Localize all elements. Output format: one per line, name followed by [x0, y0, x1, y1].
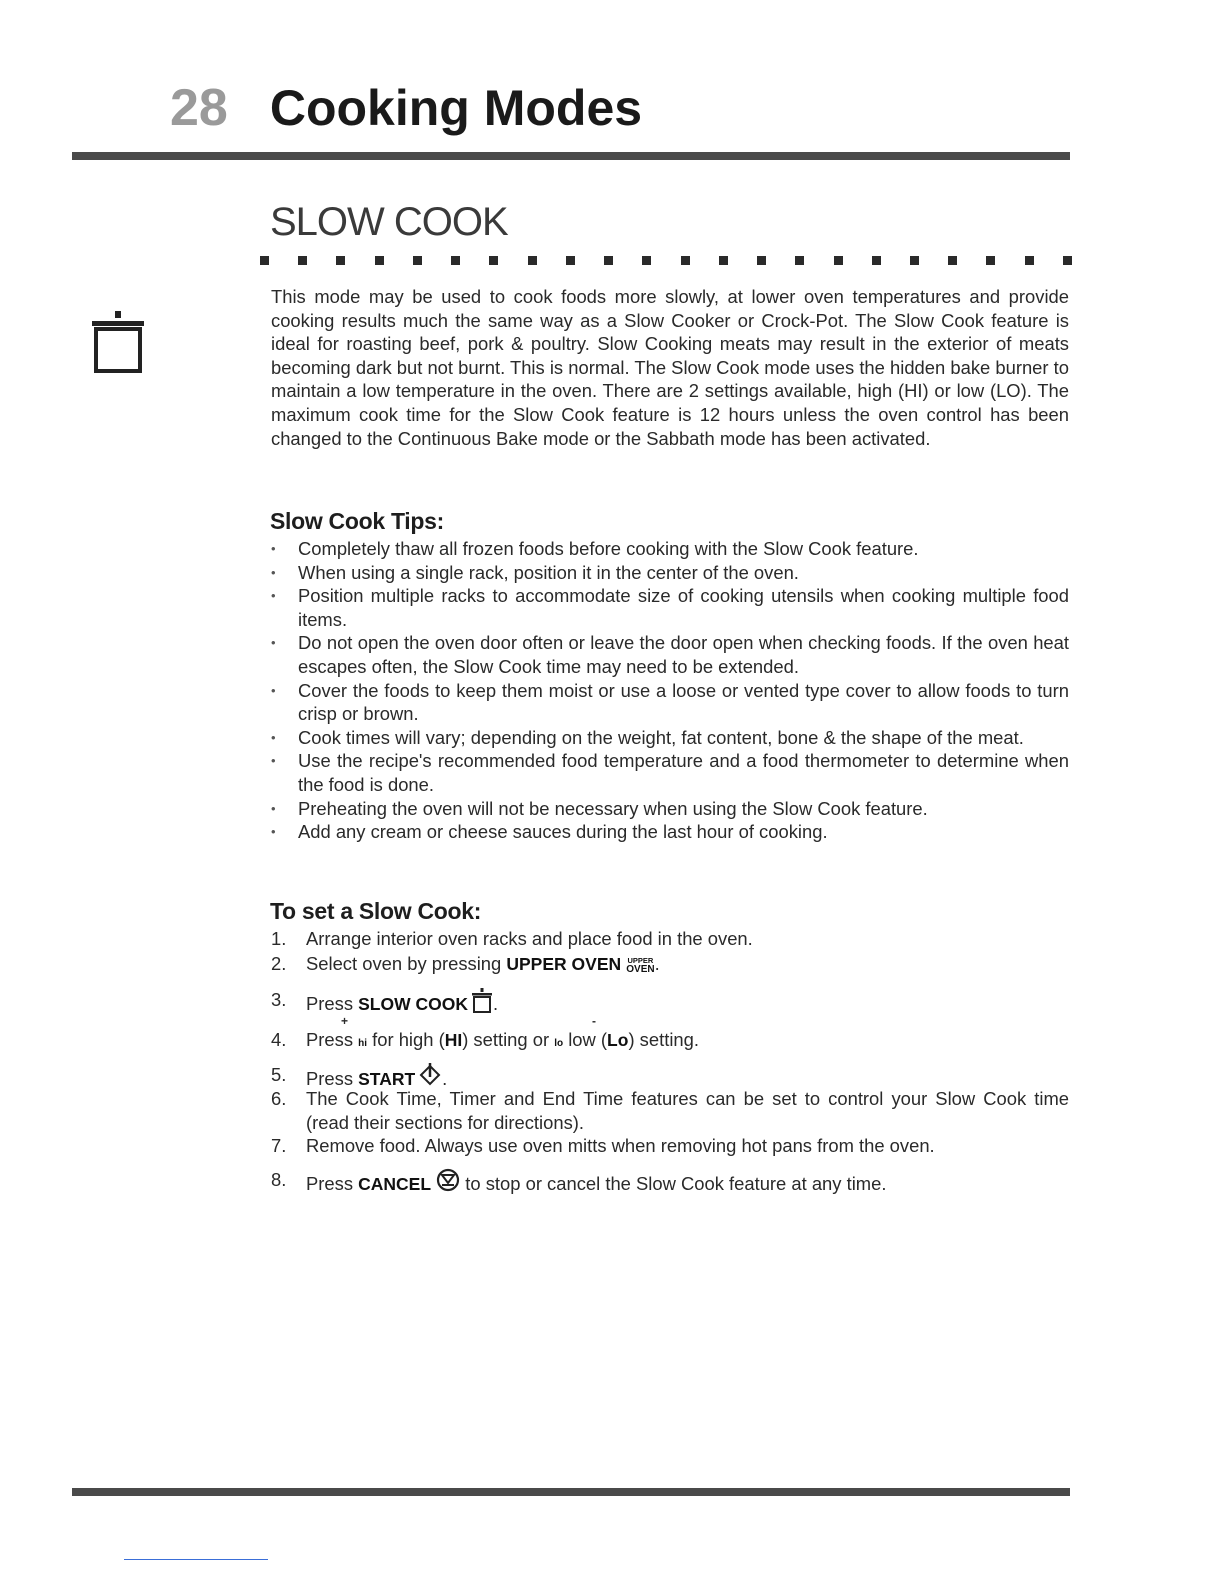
step-number: 1.	[271, 928, 287, 949]
step-number: 7.	[271, 1135, 287, 1156]
section-title: SLOW COOK	[270, 200, 508, 244]
list-item: • Cover the foods to keep them moist or use a loose or vented type cover to allow foods to turn crisp or brown.	[271, 679, 1069, 726]
dotted-divider	[260, 256, 1072, 268]
slow-cook-key-label: SLOW COOK	[358, 994, 468, 1014]
list-item: • When using a single rack, position it in the center of the oven.	[271, 561, 1069, 585]
step-number: 5.	[271, 1064, 287, 1085]
upper-oven-key-icon: UPPER OVEN	[626, 956, 655, 975]
list-item: • Position multiple racks to accommodate size of cooking utensils when cooking multiple food items.	[271, 584, 1069, 631]
step-number: 2.	[271, 953, 287, 974]
upper-oven-key-label: UPPER OVEN	[506, 954, 622, 974]
lo-key-label: lo	[554, 1038, 564, 1049]
step-text: Arrange interior oven racks and place food in the oven.	[306, 928, 753, 949]
hi-key-label: hi	[358, 1038, 368, 1049]
chapter-title: Cooking Modes	[269, 80, 643, 136]
plus-icon: +	[341, 1014, 349, 1028]
page-header	[170, 78, 642, 148]
step-number: 8.	[271, 1169, 287, 1190]
step-number: 6.	[271, 1088, 287, 1109]
footer-underline	[124, 1559, 268, 1560]
steps-heading: To set a Slow Cook:	[270, 898, 482, 924]
step-text: Remove food. Always use oven mitts when removing hot pans from the oven.	[306, 1135, 935, 1156]
intro-paragraph: This mode may be used to cook foods more slowly, at lower oven temperatures and provide cooking results much the same way as a Slow Cooker or Crock-Pot. The Slow Cook feature is ideal for roasting beef, pork & poultry. Slow Cooking meats may result in the exterior of meats becoming dark but not burnt. This is normal. The Slow Cook mode uses the hidden bake burner to maintain a low temperature in the oven. There are 2 settings available, high (HI) or low (LO). The maximum cook time for the Slow Cook feature is 12 hours unless the oven control has been changed to the Continuous Bake mode or the Sabbath mode has been activated.	[271, 286, 1069, 449]
tips-list	[271, 537, 1069, 844]
list-item: • Do not open the oven door often or leave the door open when checking foods. If the oven heat escapes often, the Slow Cook time may need to be extended.	[271, 631, 1069, 678]
step-text: Select oven by pressing	[306, 953, 507, 974]
footer-rule	[72, 1488, 1070, 1496]
cancel-key-label: CANCEL	[358, 1174, 432, 1194]
slow-cook-pot-icon	[471, 988, 493, 1014]
step-number: 3.	[271, 989, 287, 1010]
list-item: • Preheating the oven will not be necessary when using the Slow Cook feature.	[271, 797, 1069, 821]
slow-cook-pot-icon	[88, 308, 148, 378]
step-text: The Cook Time, Timer and End Time features can be set to control your Slow Cook time (read their sections for directions).	[306, 1088, 1069, 1133]
page-number: 28	[170, 79, 228, 137]
list-item: • Add any cream or cheese sauces during the last hour of cooking.	[271, 820, 1069, 844]
list-item: • Cook times will vary; depending on the weight, fat content, bone & the shape of the meat.	[271, 726, 1069, 750]
list-item: • Use the recipe's recommended food temperature and a food thermometer to determine when the food is done.	[271, 749, 1069, 796]
tips-heading: Slow Cook Tips:	[270, 508, 444, 534]
list-item: • Completely thaw all frozen foods before cooking with the Slow Cook feature.	[271, 537, 1069, 561]
header-rule	[72, 152, 1070, 160]
step-number: 4.	[271, 1029, 287, 1050]
start-key-label: START	[358, 1069, 416, 1089]
minus-icon: -	[592, 1014, 596, 1028]
cancel-icon	[436, 1168, 460, 1194]
start-icon	[418, 1063, 442, 1089]
